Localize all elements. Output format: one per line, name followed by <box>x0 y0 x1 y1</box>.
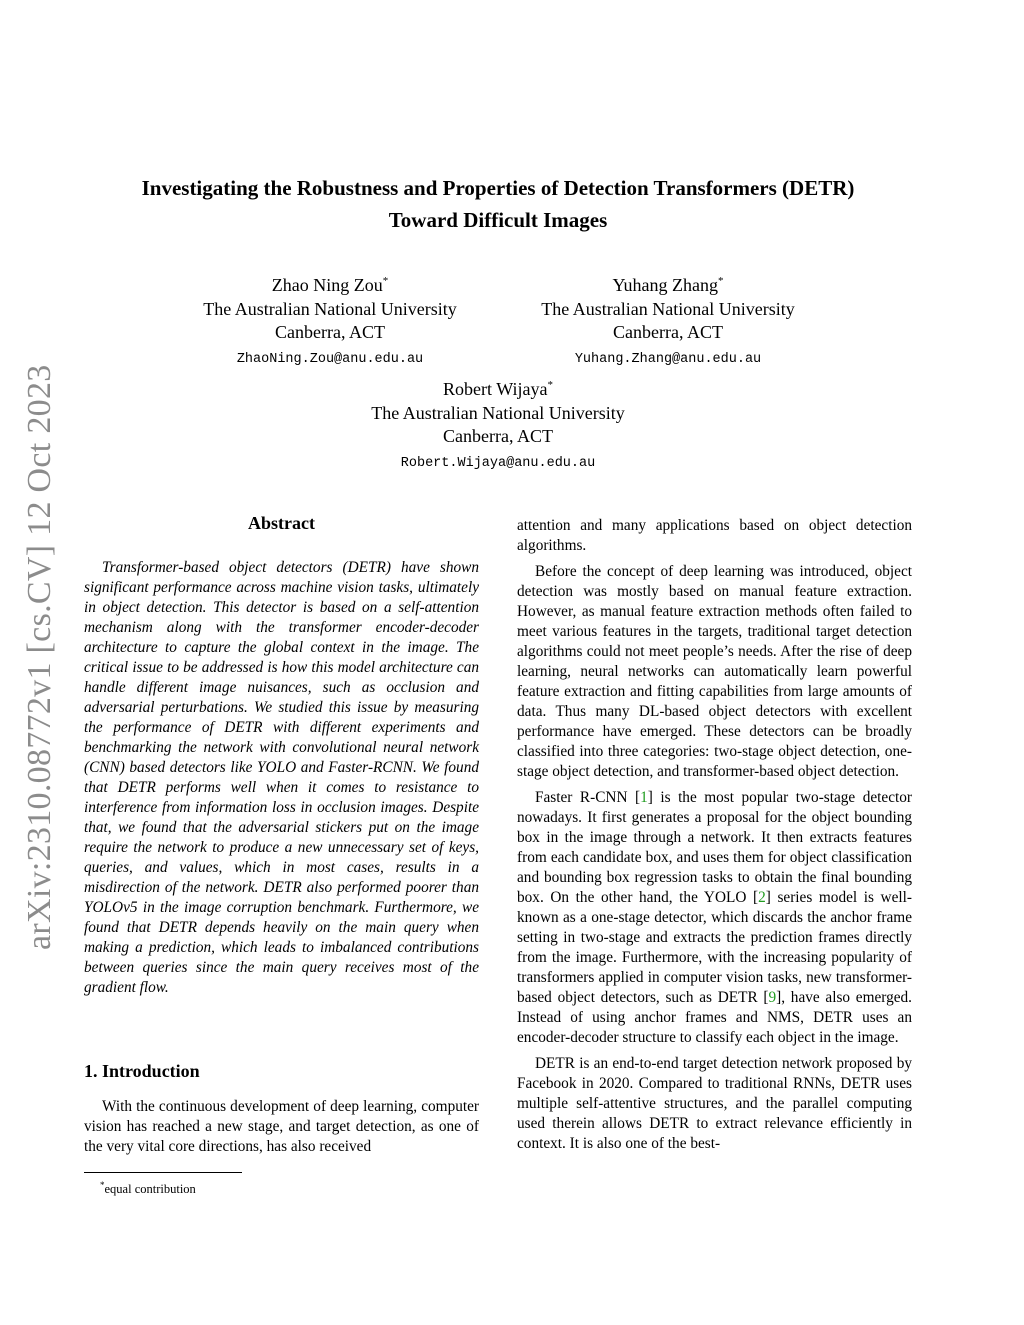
paper-title <box>60 172 936 236</box>
author-location: Canberra, ACT <box>275 322 385 342</box>
title-line-1: Investigating the Robustness and Properties of Detection Transformers (DETR) <box>141 176 855 200</box>
author-email[interactable]: Robert.Wijaya@anu.edu.au <box>400 455 596 471</box>
introduction-paragraph-2: Before the concept of deep learning was introduced, object detection was mostly based on manual feature extraction. However, as manual feature extraction methods often failed to meet various features in the targets, traditional target detection algorithms could not meet people’s needs. After the rise of deep learning, neural networks can automatically learn powerful feature extraction and fitting capabilities from large amounts of data. Thus many DL-based object detectors with excellent performance have emerged. These detectors can be broadly classified into three categories: two-stage object detection, one-stage object detection, and transformer-based object detection. <box>517 563 912 780</box>
citation-link[interactable]: 9 <box>768 989 777 1006</box>
author-block <box>498 270 838 370</box>
introduction-paragraph-1: With the continuous development of deep learning, computer vision has reached a new stage, and target detection, as one of the very vital core directions, has also received <box>84 1098 479 1155</box>
arxiv-identifier-stamp: arXiv:2310.08772v1 [cs.CV] 12 Oct 2023 <box>21 364 58 950</box>
footnote <box>100 1177 196 1197</box>
citation-link[interactable]: 1 <box>640 789 648 806</box>
introduction-paragraph-3: Faster R-CNN [1] is the most popular two-stage detector nowadays. It first generates a proposal for the object bounding box in the image through a network. It then extracts features from each candidate box, and uses them for object classification and bounding box regression tasks to obtain the final bounding box. On the other hand, the YOLO [2] series model is well-known as a one-stage detector, which discards the anchor frame setting in two-stage and extracts the prediction frames directly from the image. Furthermore, with the increasing popularity of transformers applied in computer vision tasks, new transformer-based object detectors, such as DETR [9], have also emerged. Instead of using anchor frames and NMS, DETR uses an encoder-decoder structure to classify each object in the image. <box>517 789 912 1046</box>
author-name: Robert Wijaya* <box>443 379 553 399</box>
abstract-text: Transformer-based object detectors (DETR) have shown significant performance across machine vision tasks, ultimately in object detection. This detector is based on a self-attention mechanism along with the transformer encoder-decoder architecture to capture the global context in the image. The critical issue to be addressed is how this model architecture can handle different image nuisances, such as occlusion and adversarial perturbations. We studied this issue by measuring the performance of DETR with different experiments and benchmarking the network with convolutional neural network (CNN) based detectors like YOLO and Faster-RCNN. We found that DETR performs well when it comes to resistance to interference from information loss in occlusion images. Despite that, we found that the adversarial stickers put on the image require the network to produce a new unnecessary set of keys, queries, and values, which in most cases, results in a misdirection of the network. DETR also performed poorer than YOLOv5 in the image corruption benchmark. Furthermore, we found that DETR depends heavily on the main query when making a prediction, which leads to imbalanced contributions between queries since the main query receives most of the gradient flow. <box>84 559 479 996</box>
author-name: Zhao Ning Zou* <box>271 275 389 295</box>
footnote-text: equal contribution <box>104 1182 196 1197</box>
author-email[interactable]: ZhaoNing.Zou@anu.edu.au <box>236 351 424 367</box>
author-block <box>328 374 668 474</box>
author-affiliation: The Australian National University <box>541 298 795 319</box>
equal-contribution-mark: * <box>382 275 389 287</box>
footnote-rule <box>84 1172 242 1173</box>
author-email[interactable]: Yuhang.Zhang@anu.edu.au <box>574 351 762 367</box>
abstract-heading: Abstract <box>248 513 315 533</box>
introduction-paragraph-4: DETR is an end-to-end target detection network proposed by Facebook in 2020. Compared to traditional RNNs, DETR uses multiple self-attentive structures, and the parallel computing used therein allows DETR to extract relevance efficiently in context. It is also one of the best- <box>517 1055 912 1152</box>
author-location: Canberra, ACT <box>443 426 553 446</box>
author-location: Canberra, ACT <box>613 322 723 342</box>
author-block <box>160 270 500 370</box>
author-affiliation: The Australian National University <box>203 298 457 319</box>
footnote-mark: * <box>100 1180 105 1190</box>
author-name: Yuhang Zhang* <box>612 275 724 295</box>
introduction-paragraph-continued: attention and many applications based on object detection algorithms. <box>517 517 912 554</box>
right-column <box>517 516 912 1160</box>
equal-contribution-mark: * <box>717 275 724 287</box>
citation-link[interactable]: 2 <box>758 889 766 906</box>
introduction-heading: 1. Introduction <box>84 1061 200 1081</box>
title-line-2: Toward Difficult Images <box>388 208 608 232</box>
equal-contribution-mark: * <box>547 379 553 391</box>
author-affiliation: The Australian National University <box>371 402 625 423</box>
